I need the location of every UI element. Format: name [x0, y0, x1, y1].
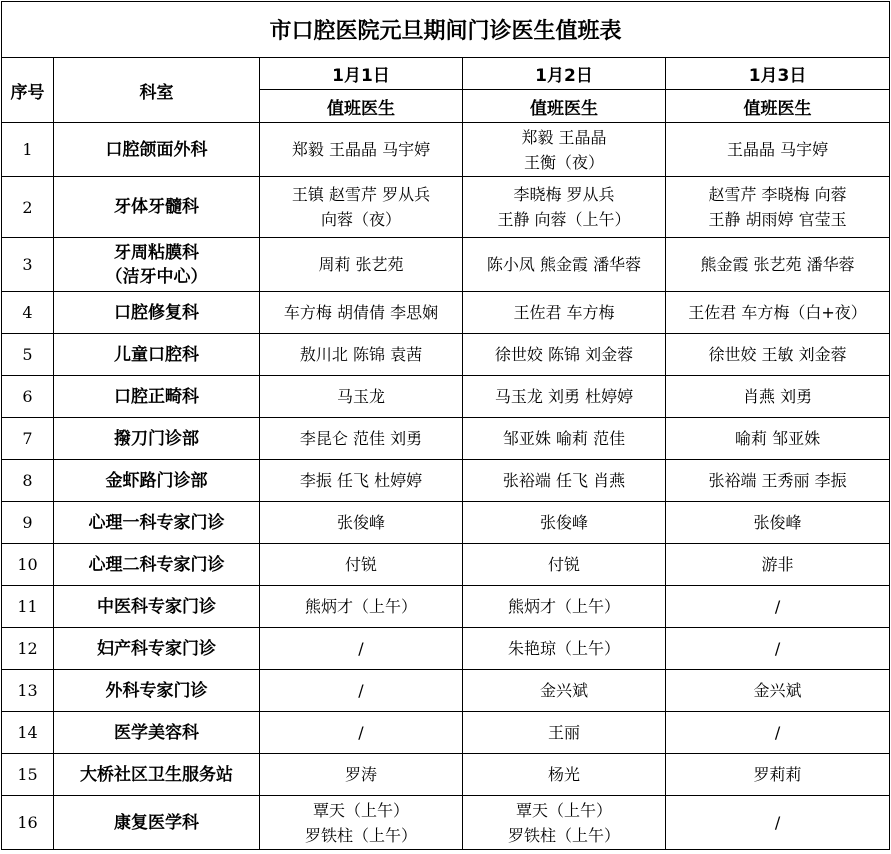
- row-number: 14: [2, 712, 54, 754]
- day1-doctors-cell-line: 罗涛: [344, 765, 377, 784]
- day1-doctors-cell-line: 熊炳才（上午）: [304, 597, 417, 616]
- day2-doctors-cell: [463, 586, 666, 628]
- header-date-2: 1月2日: [463, 58, 666, 90]
- day1-doctors-cell: [260, 544, 463, 586]
- day3-doctors-cell: [666, 796, 890, 850]
- department-cell-line: 康复医学科: [114, 812, 199, 833]
- day1-doctors-cell: [260, 123, 463, 177]
- header-dept: 科室: [54, 58, 260, 123]
- day3-doctors-cell-line: 游非: [761, 555, 794, 574]
- department-cell-line: 金虾路门诊部: [105, 470, 208, 491]
- row-number: 9: [2, 502, 54, 544]
- day3-doctors-cell: [666, 502, 890, 544]
- day3-doctors-cell-line: 罗莉莉: [753, 765, 802, 784]
- day2-doctors-cell-line: 张裕端 任飞 肖燕: [502, 471, 626, 490]
- day2-doctors-cell-line: 郑毅 王晶晶: [521, 127, 607, 147]
- department-cell: [54, 670, 260, 712]
- day2-doctors-cell-line: 罗铁柱（上午）: [507, 825, 620, 845]
- department-cell-line: 儿童口腔科: [114, 344, 199, 365]
- department-cell-line: 医学美容科: [114, 722, 199, 743]
- department-cell: [54, 238, 260, 292]
- table-row: [2, 544, 890, 586]
- table-row: [2, 796, 890, 850]
- day1-doctors-cell: [260, 177, 463, 238]
- department-cell: [54, 712, 260, 754]
- day2-doctors-cell: [463, 670, 666, 712]
- day2-doctors-cell: [463, 796, 666, 850]
- day1-doctors-cell-line: /: [358, 681, 364, 700]
- table-row: [2, 123, 890, 177]
- day3-doctors-cell: [666, 712, 890, 754]
- row-number: 6: [2, 376, 54, 418]
- day1-doctors-cell-line: 付锐: [344, 555, 377, 574]
- department-cell: [54, 586, 260, 628]
- department-cell: [54, 334, 260, 376]
- day1-doctors-cell-line: 李昆仑 范佳 刘勇: [299, 429, 423, 448]
- day2-doctors-cell: [463, 334, 666, 376]
- day1-doctors-cell-line: 罗铁柱（上午）: [304, 825, 417, 845]
- day1-doctors-cell-line: /: [358, 639, 364, 658]
- day1-doctors-cell: [260, 796, 463, 850]
- table-row: [2, 292, 890, 334]
- day2-doctors-cell-line: 陈小凤 熊金霞 潘华蓉: [486, 255, 642, 274]
- day2-doctors-cell-line: 马玉龙 刘勇 杜婷婷: [494, 387, 634, 406]
- day1-doctors-cell-line: 李振 任飞 杜婷婷: [299, 471, 423, 490]
- day2-doctors-cell: [463, 544, 666, 586]
- department-cell: [54, 123, 260, 177]
- department-cell-line: 中医科专家门诊: [97, 596, 216, 617]
- day1-doctors-cell: [260, 586, 463, 628]
- day3-doctors-cell-line: 王佐君 车方梅（白+夜）: [688, 303, 867, 322]
- day3-doctors-cell: [666, 460, 890, 502]
- day1-doctors-cell: [260, 754, 463, 796]
- day1-doctors-cell-line: 覃天（上午）: [312, 800, 409, 820]
- row-number: 15: [2, 754, 54, 796]
- day3-doctors-cell-line: /: [774, 813, 781, 832]
- day2-doctors-cell-line: 熊炳才（上午）: [507, 597, 620, 616]
- table-row: [2, 460, 890, 502]
- row-number: 5: [2, 334, 54, 376]
- header-duty-1: 值班医生: [260, 90, 463, 123]
- table-row: [2, 177, 890, 238]
- day3-doctors-cell-line: /: [774, 597, 781, 616]
- day2-doctors-cell-line: 金兴斌: [539, 681, 588, 700]
- day2-doctors-cell: [463, 502, 666, 544]
- duty-roster-table: [1, 1, 890, 850]
- day2-doctors-cell-line: 徐世姣 陈锦 刘金蓉: [494, 345, 634, 364]
- table-row: [2, 712, 890, 754]
- row-number: 3: [2, 238, 54, 292]
- department-cell-line: 口腔正畸科: [114, 386, 199, 407]
- department-cell-line: 心理一科专家门诊: [88, 512, 225, 533]
- day1-doctors-cell: [260, 376, 463, 418]
- day2-doctors-cell-line: 覃天（上午）: [515, 800, 612, 820]
- department-cell: [54, 292, 260, 334]
- day1-doctors-cell: [260, 628, 463, 670]
- day2-doctors-cell: [463, 123, 666, 177]
- day2-doctors-cell-line: 王静 向蓉（上午）: [497, 210, 631, 229]
- day2-doctors-cell: [463, 628, 666, 670]
- day1-doctors-cell: [260, 670, 463, 712]
- day1-doctors-cell: [260, 238, 463, 292]
- row-number: 16: [2, 796, 54, 850]
- day1-doctors-cell-line: 马玉龙: [336, 387, 385, 406]
- header-duty-3: 值班医生: [666, 90, 890, 123]
- day2-doctors-cell-line: 邹亚姝 喻莉 范佳: [502, 429, 626, 448]
- header-date-1: 1月1日: [260, 58, 463, 90]
- day3-doctors-cell: [666, 418, 890, 460]
- day2-doctors-cell: [463, 418, 666, 460]
- table-title: 市口腔医院元旦期间门诊医生值班表: [2, 2, 890, 58]
- table-row: [2, 754, 890, 796]
- department-cell-line: 心理二科专家门诊: [88, 554, 225, 575]
- day3-doctors-cell: [666, 586, 890, 628]
- day3-doctors-cell-line: 徐世姣 王敏 刘金蓉: [708, 345, 847, 364]
- table-row: [2, 418, 890, 460]
- day1-doctors-cell-line: 郑毅 王晶晶 马宇婷: [291, 140, 431, 159]
- day3-doctors-cell-line: 熊金霞 张艺苑 潘华蓉: [700, 255, 855, 274]
- day2-doctors-cell-line: 王衡（夜）: [523, 152, 604, 172]
- department-cell: [54, 177, 260, 238]
- department-cell-line: 口腔颌面外科: [105, 139, 208, 160]
- table-row: [2, 238, 890, 292]
- day2-doctors-cell: [463, 292, 666, 334]
- day1-doctors-cell: [260, 418, 463, 460]
- day2-doctors-cell: [463, 376, 666, 418]
- table-row: [2, 376, 890, 418]
- table-row: [2, 334, 890, 376]
- day3-doctors-cell-line: /: [774, 639, 781, 658]
- day1-doctors-cell-line: /: [358, 723, 364, 742]
- department-cell: [54, 796, 260, 850]
- day2-doctors-cell-line: 王丽: [547, 723, 580, 742]
- day3-doctors-cell: [666, 177, 890, 238]
- day2-doctors-cell-line: 付锐: [547, 555, 580, 574]
- row-number: 7: [2, 418, 54, 460]
- day2-doctors-cell: [463, 460, 666, 502]
- day1-doctors-cell: [260, 502, 463, 544]
- department-cell-line: 妇产科专家门诊: [97, 638, 216, 659]
- day3-doctors-cell-line: 张俊峰: [753, 513, 802, 532]
- day2-doctors-cell-line: 杨光: [547, 765, 580, 784]
- day3-doctors-cell-line: 肖燕 刘勇: [742, 387, 813, 406]
- row-number: 2: [2, 177, 54, 238]
- department-cell: [54, 628, 260, 670]
- department-cell-line: 大桥社区卫生服务站: [80, 764, 233, 785]
- day1-doctors-cell: [260, 460, 463, 502]
- day1-doctors-cell-line: 敖川北 陈锦 袁茜: [299, 345, 423, 364]
- day3-doctors-cell-line: 赵雪芹 李晓梅 向蓉: [708, 185, 847, 204]
- day3-doctors-cell: [666, 544, 890, 586]
- day3-doctors-cell: [666, 292, 890, 334]
- table-row: [2, 586, 890, 628]
- department-cell-line: 撥刀门诊部: [114, 428, 199, 449]
- header-duty-2: 值班医生: [463, 90, 666, 123]
- day2-doctors-cell-line: 李晓梅 罗从兵: [513, 185, 615, 204]
- department-cell: [54, 544, 260, 586]
- day2-doctors-cell-line: 张俊峰: [539, 513, 588, 532]
- day1-doctors-cell: [260, 292, 463, 334]
- row-number: 1: [2, 123, 54, 177]
- day3-doctors-cell: [666, 754, 890, 796]
- day3-doctors-cell: [666, 628, 890, 670]
- department-cell-line: 牙周粘膜科: [114, 242, 199, 263]
- day1-doctors-cell-line: 张俊峰: [336, 513, 385, 532]
- day2-doctors-cell: [463, 754, 666, 796]
- row-number: 12: [2, 628, 54, 670]
- department-cell: [54, 460, 260, 502]
- day2-doctors-cell: [463, 238, 666, 292]
- row-number: 11: [2, 586, 54, 628]
- day1-doctors-cell: [260, 334, 463, 376]
- day3-doctors-cell-line: 王晶晶 马宇婷: [726, 140, 829, 159]
- day3-doctors-cell: [666, 238, 890, 292]
- row-number: 13: [2, 670, 54, 712]
- table-row: [2, 628, 890, 670]
- department-cell: [54, 754, 260, 796]
- day1-doctors-cell-line: 周莉 张艺苑: [318, 255, 404, 274]
- department-cell-line: （洁牙中心）: [105, 266, 208, 287]
- table-row: [2, 502, 890, 544]
- department-cell: [54, 502, 260, 544]
- day3-doctors-cell-line: 喻莉 邹亚姝: [734, 429, 821, 448]
- day3-doctors-cell-line: 金兴斌: [753, 681, 802, 700]
- day2-doctors-cell-line: 朱艳琼（上午）: [507, 639, 620, 658]
- day1-doctors-cell-line: 王镇 赵雪芹 罗从兵: [291, 185, 431, 204]
- day2-doctors-cell-line: 王佐君 车方梅: [513, 303, 615, 322]
- day3-doctors-cell: [666, 123, 890, 177]
- day3-doctors-cell: [666, 376, 890, 418]
- row-number: 10: [2, 544, 54, 586]
- header-seq: 序号: [2, 58, 54, 123]
- day1-doctors-cell: [260, 712, 463, 754]
- day1-doctors-cell-line: 车方梅 胡倩倩 李思娴: [283, 303, 439, 322]
- day2-doctors-cell: [463, 177, 666, 238]
- day2-doctors-cell: [463, 712, 666, 754]
- table-row: [2, 670, 890, 712]
- day3-doctors-cell: [666, 670, 890, 712]
- header-date-3: 1月3日: [666, 58, 890, 90]
- department-cell-line: 外科专家门诊: [105, 680, 208, 701]
- day3-doctors-cell-line: 张裕端 王秀丽 李振: [708, 471, 847, 490]
- department-cell: [54, 376, 260, 418]
- department-cell-line: 口腔修复科: [114, 302, 199, 323]
- department-cell-line: 牙体牙髓科: [114, 197, 199, 217]
- day1-doctors-cell-line: 向蓉（夜）: [320, 210, 401, 229]
- day3-doctors-cell: [666, 334, 890, 376]
- row-number: 4: [2, 292, 54, 334]
- day3-doctors-cell-line: 王静 胡雨婷 官莹玉: [708, 210, 847, 229]
- department-cell: [54, 418, 260, 460]
- row-number: 8: [2, 460, 54, 502]
- day3-doctors-cell-line: /: [774, 723, 781, 742]
